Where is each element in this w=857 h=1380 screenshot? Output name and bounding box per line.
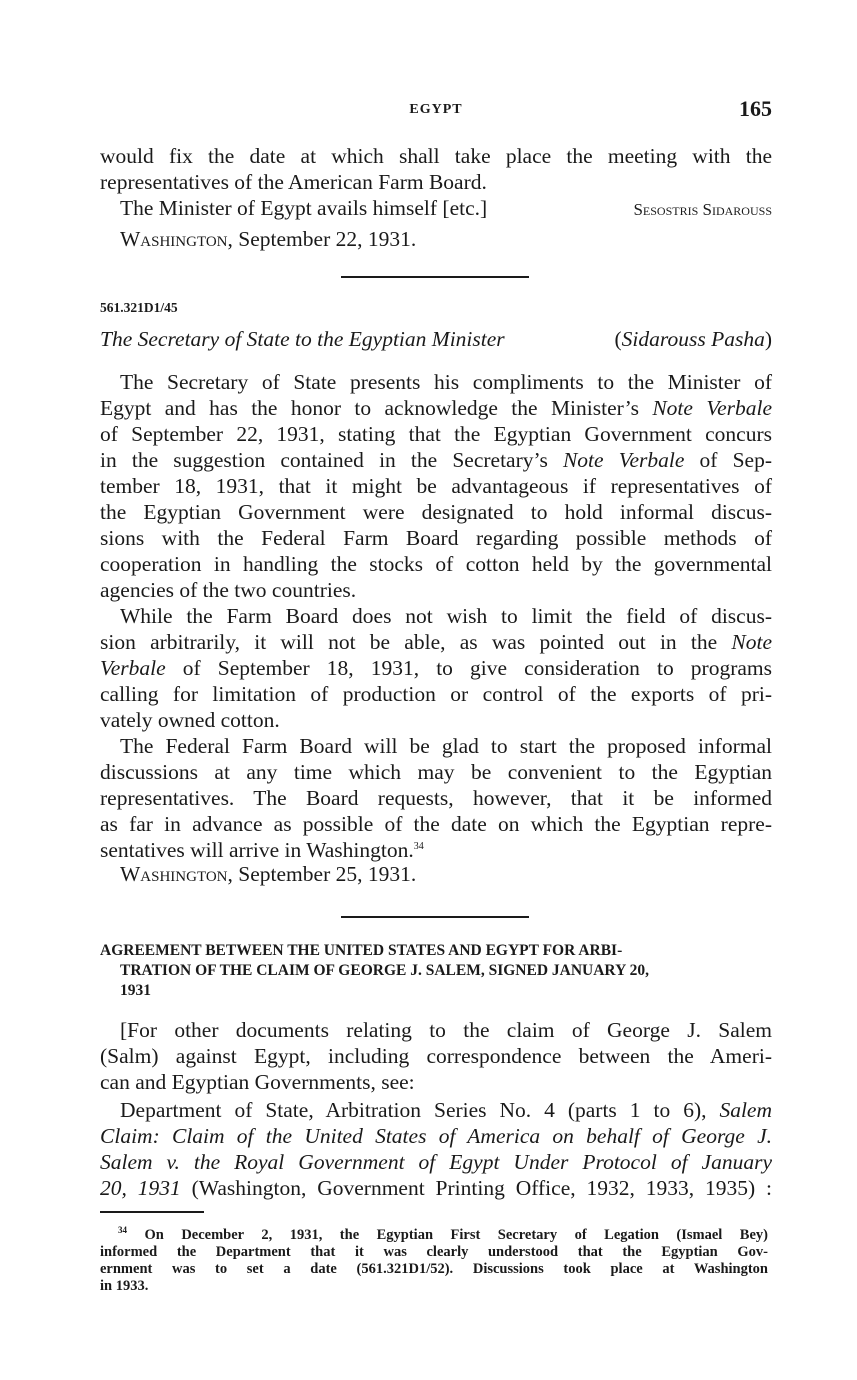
text-line: vately owned cotton.	[100, 708, 280, 732]
text-line: Claim: Claim of the United States of America on behalf of George J.	[100, 1124, 772, 1148]
footnote-line: ernment was to set a date (561.321D1/52). Discussions took place at Washington	[100, 1261, 768, 1277]
text-line	[120, 1097, 772, 1123]
footnote-line: in 1933.	[100, 1278, 149, 1294]
section-divider	[341, 276, 529, 278]
italic-term: Note Verbale	[562, 448, 685, 472]
signature: Sesostris Sidarouss	[633, 200, 772, 219]
italic-term: Note	[731, 630, 772, 654]
section-divider	[341, 916, 529, 918]
text-line	[100, 629, 772, 655]
text-line: agencies of the two countries.	[100, 578, 357, 602]
text-line: [For other documents relating to the claim of George J. Salem	[120, 1018, 772, 1042]
dateline	[120, 226, 772, 252]
closing-line	[120, 195, 772, 221]
dateline	[120, 861, 772, 887]
text-line: While the Farm Board does not wish to limit the field of discus-	[120, 604, 772, 628]
text-span: in the suggestion contained in the Secretary’s	[100, 448, 563, 472]
dateline-place: Washington	[120, 227, 228, 251]
document-title-addressee: (Sidarouss Pasha)	[614, 327, 772, 351]
text-line: calling for limitation of production or control of the exports of pri-	[100, 682, 772, 706]
text-span: Egypt and has the honor to acknowledge the Minister’s	[100, 396, 653, 420]
text-line: sions with the Federal Farm Board regarding possible methods of	[100, 526, 772, 550]
text-line: tember 18, 1931, that it might be advantageous if representatives of	[100, 474, 772, 498]
text-span: Department of State, Arbitration Series No. 4 (parts 1 to 6),	[120, 1098, 720, 1122]
footnote-reference: 34	[413, 840, 424, 852]
dateline-place: Washington	[120, 862, 228, 886]
text-line: representatives. The Board requests, however, that it be informed	[100, 786, 772, 810]
document-title-main: The Secretary of State to the Egyptian Minister	[100, 327, 505, 351]
text-line: can and Egyptian Governments, see:	[100, 1070, 415, 1094]
text-line	[100, 837, 772, 863]
text-line: would fix the date at which shall take place the meeting with the	[100, 144, 772, 168]
text-line	[100, 447, 772, 473]
italic-term: Salem	[719, 1098, 772, 1122]
addressee-name: Sidarouss Pasha	[621, 327, 765, 351]
file-number: 561.321D1/45	[100, 300, 178, 315]
section-heading-line: TRATION OF THE CLAIM OF GEORGE J. SALEM, SIGNED JANUARY 20,	[120, 962, 649, 979]
text-line: representatives of the American Farm Board.	[100, 170, 487, 194]
italic-term: Note Verbale	[652, 396, 772, 420]
text-line: the Egyptian Government were designated to hold informal discus-	[100, 500, 772, 524]
section-heading-line: AGREEMENT BETWEEN THE UNITED STATES AND EGYPT FOR ARBI-	[100, 942, 623, 959]
text-line: (Salm) against Egypt, including correspondence between the Ameri-	[100, 1044, 772, 1068]
text-span: sion arbitrarily, it will not be able, as was pointed out in the	[100, 630, 732, 654]
text-line	[100, 395, 772, 421]
footnote-line	[118, 1227, 768, 1243]
text-line	[100, 1175, 772, 1201]
text-line: of September 22, 1931, stating that the Egyptian Government concurs	[100, 422, 772, 446]
closing-text: The Minister of Egypt avails himself [etc.]	[120, 196, 488, 220]
text-span: sentatives will arrive in Washington.	[100, 838, 414, 862]
text-line: The Federal Farm Board will be glad to start the proposed informal	[120, 734, 772, 758]
italic-term: 20, 1931	[100, 1176, 181, 1200]
footnote-mark: 34	[118, 1225, 127, 1236]
footnote-rule	[100, 1211, 204, 1213]
text-span: of September 18, 1931, to give consideration to programs	[165, 656, 772, 680]
footnote-text: On December 2, 1931, the Egyptian First Secretary of Legation (Ismael Bey)	[127, 1227, 768, 1243]
running-title: EGYPT	[409, 102, 463, 117]
italic-term: Verbale	[100, 656, 166, 680]
running-header	[100, 96, 772, 124]
text-line: discussions at any time which may be convenient to the Egyptian	[100, 760, 772, 784]
page-number: 165	[739, 96, 772, 121]
text-line	[100, 655, 772, 681]
text-line: as far in advance as possible of the date on which the Egyptian repre-	[100, 812, 772, 836]
dateline-date: , September 22, 1931.	[227, 227, 417, 251]
document-title	[100, 326, 772, 352]
text-line: cooperation in handling the stocks of cotton held by the governmental	[100, 552, 772, 576]
dateline-date: , September 25, 1931.	[227, 862, 417, 886]
section-heading-line: 1931	[120, 982, 151, 999]
text-line: Salem v. the Royal Government of Egypt Under Protocol of January	[100, 1150, 772, 1174]
text-line: The Secretary of State presents his compliments to the Minister of	[120, 370, 772, 394]
text-span: (Washington, Government Printing Office, 1932, 1933, 1935) :	[180, 1176, 772, 1200]
text-span: of Sep-	[684, 448, 772, 472]
footnote-line: informed the Department that it was clearly understood that the Egyptian Gov-	[100, 1244, 768, 1260]
